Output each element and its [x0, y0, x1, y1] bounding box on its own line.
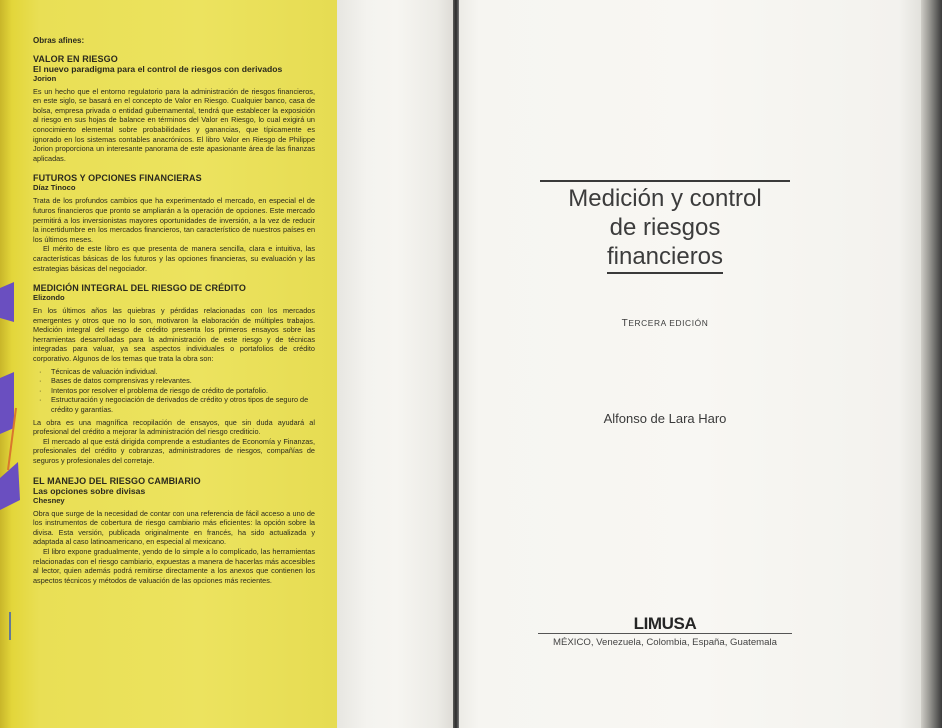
section-riesgo-cambiario [33, 476, 315, 586]
section-subtitle: Las opciones sobre divisas [33, 485, 146, 496]
section-medicion-credito [33, 283, 315, 466]
section-valor-en-riesgo [33, 54, 315, 164]
edition-label: TERCERA EDICIÓN [621, 318, 709, 329]
publisher-logo: LIMUSA [633, 614, 697, 633]
section-title: VALOR EN RIESGO [33, 53, 118, 64]
section-author: Jorion [33, 73, 57, 83]
section-title: MEDICIÓN INTEGRAL DEL RIESGO DE CRÉDITO [33, 283, 246, 294]
section-futuros-opciones [33, 173, 315, 273]
section-title: FUTUROS Y OPCIONES FINANCIERAS [33, 173, 202, 184]
publisher-countries: MÉXICO, Venezuela, Colombia, España, Guatemala [553, 637, 777, 648]
list-item: · Intentos por resolver el problema de riesgo de crédito de portafolio. [51, 386, 315, 396]
title-line-1: Medición y control [568, 185, 762, 212]
list-item: · Técnicas de valuación individual. [51, 367, 315, 377]
list-item: · Bases de datos comprensivas y relevantes. [51, 376, 315, 386]
topics-list [33, 367, 315, 415]
section-paragraph: El mercado al que está dirigida comprende a estudiantes de Economía y Finanzas, profesionales del crédito y cobranzas, administradores de riesgos, compañías de seguros y profesionales del corretaje. [33, 436, 315, 465]
title-rule [540, 180, 790, 182]
section-paragraph: Es un hecho que el entorno regulatorio para la administración de riesgos financieros, en este siglo, se basará en el concepto de Valor en Riesgo. Cualquier banco, casa de bolsa, empresa privada o entidad gubernamental, tendrá que establecer la exposición al riesgo en sus hojas de balance en términos del Valor en Riesgo, lo cual exigirá un conocimiento elemental sobre probabilidades y ganancias, que típicamente es ignorado en los sistemas contables anacrónicos. El libro Valor en Riesgo de Philippe Jorion proporciona un interesante panorama de este apasionante área de las finanzas aplicadas. [33, 86, 315, 163]
title-line-2: de riesgos [609, 214, 721, 241]
section-paragraph: El libro expone gradualmente, yendo de lo simple a lo complicado, las herramientas relacionadas con el riesgo cambiario, expuestas a manera de hacerlas más accesibles al lector, quien además podrá remitirse directamente a los anexos que contienen los aspectos técnicos y métodos de valuación de las opciones más recientes. [33, 546, 315, 585]
flap-text [33, 36, 315, 595]
section-author: Chesney [33, 495, 65, 505]
inside-cover-blank [337, 0, 457, 728]
section-paragraph: En los últimos años las quiebras y pérdidas relacionadas con los mercados emergentes y otros que no lo son, motivaron la elaboración de múltiples trabajos. Medición integral del riesgo de crédito presenta los primeros ensayos sobre las herramientas desarrolladas para la administración de este riesgo y de técnicas integradas para valuar, ya sea aspectos individuales o portafolios de crédito corporativo. Algunos de los temas que trata la obra son: [33, 306, 315, 364]
author-name: Alfonso de Lara Haro [603, 411, 727, 426]
section-paragraph: Trata de los profundos cambios que ha experimentado el mercado, en especial el de futuros financieros que pronto se ampliarán a la operación de opciones. Este mercado permitirá a los inversionistas mayores oportunidades de inversión, a la vez de reducir la incertidumbre en los mercados financieros, tan característico de nuestros países en los últimos meses. [33, 196, 315, 244]
section-author: Díaz Tinoco [33, 183, 76, 193]
section-paragraph: El mérito de este libro es que presenta de manera sencilla, clara e intuitiva, las características básicas de los futuros y las opciones financieras, su evaluación y las estrategias básicas del negociador. [33, 244, 315, 273]
section-title: EL MANEJO DEL RIESGO CAMBIARIO [33, 475, 201, 486]
section-paragraph: La obra es una magnífica recopilación de ensayos, que sin duda ayudará al profesional del crédito a mejorar la administración del riesgo crediticio. [33, 417, 315, 437]
related-works-heading: Obras afines: [33, 36, 85, 45]
purple-stripe-3 [0, 462, 20, 510]
section-paragraph: Obra que surge de la necesidad de contar con una referencia de fácil acceso a uno de los instrumentos de cobertura de riesgo cambiario más eficientes: la opción sobre la divisa. Esta versión, publicada originalmente en francés, ha sido actualizada y adaptada al caso latinoamericano, en especial al mexicano. [33, 508, 315, 547]
purple-stripe-2 [0, 372, 14, 434]
back-flap [0, 0, 337, 728]
purple-stripe-1 [0, 282, 14, 322]
book-title [540, 180, 790, 274]
page-edge-shadow [921, 0, 942, 728]
list-item: · Estructuración y negociación de derivados de crédito y otros tipos de seguro de crédito y garantías. [51, 395, 315, 414]
section-subtitle: El nuevo paradigma para el control de riesgos con derivados [33, 63, 283, 74]
flap-color-marks [0, 0, 30, 728]
title-line-3: financieros [607, 242, 723, 274]
section-author: Elizondo [33, 293, 65, 303]
publisher-rule [538, 633, 792, 634]
